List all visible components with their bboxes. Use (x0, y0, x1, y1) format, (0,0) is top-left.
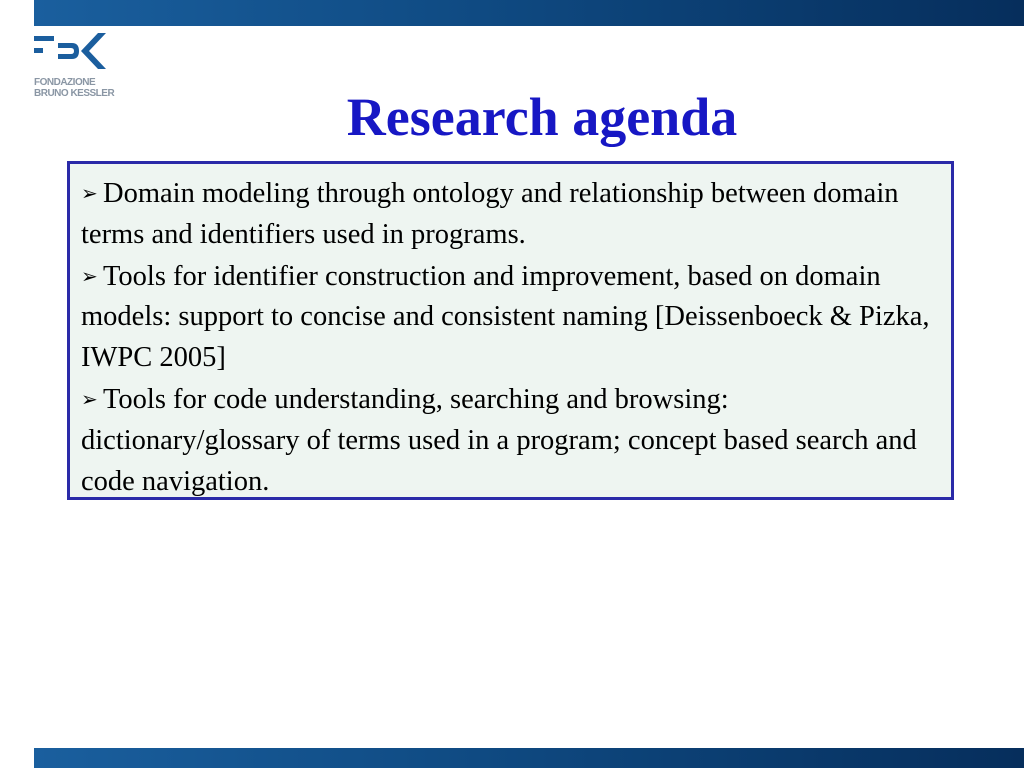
bullet-item (81, 256, 951, 379)
arrow-right-icon: ➢ (81, 386, 98, 411)
bullet-item (81, 173, 951, 256)
top-banner-bar (34, 0, 1024, 26)
arrow-right-icon: ➢ (81, 263, 98, 288)
slide-title: Research agenda (346, 87, 738, 147)
bullet-list (70, 164, 951, 502)
bullet-item (81, 379, 951, 502)
logo-wordmark (34, 77, 114, 99)
bullet-text: Domain modeling through ontology and relationship between domain terms and identifiers used in programs. (81, 178, 899, 250)
bottom-banner-bar (34, 748, 1024, 768)
content-box (67, 161, 954, 500)
logo-name-line1: FONDAZIONE (34, 77, 96, 88)
fbk-logo (34, 33, 124, 103)
logo-name-line2: BRUNO KESSLER (34, 88, 115, 99)
arrow-right-icon: ➢ (81, 181, 98, 205)
fbk-logo-mark-icon (34, 33, 114, 73)
bullet-text: Tools for identifier construction and improvement, based on domain models: support to concise and consistent naming [Deissenboeck & Pizka, IWPC 2005] (81, 260, 930, 374)
bullet-text: Tools for code understanding, searching and browsing: dictionary/glossary of terms used in a program; concept based search and code navigation. (81, 383, 917, 497)
